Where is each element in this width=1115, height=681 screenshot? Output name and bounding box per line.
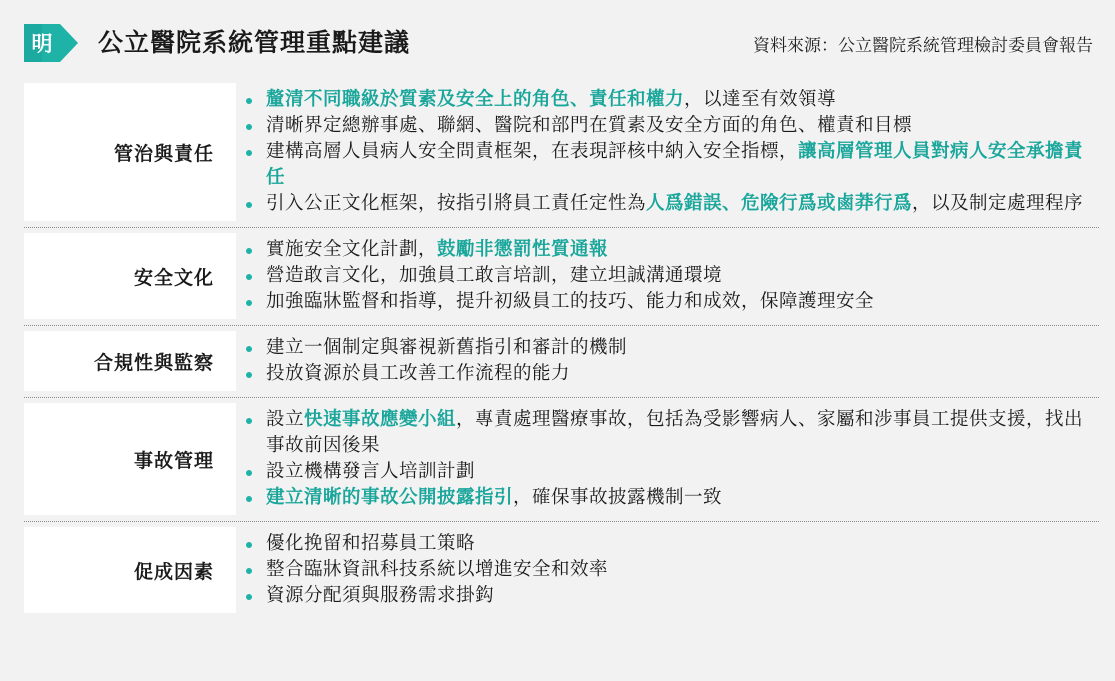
logo-text: 明 [31,32,53,56]
highlight-text: 釐清不同職級於質素及安全上的角色、責任和權力 [266,89,685,110]
recommendation-item [236,87,1099,113]
section-label: 安全文化 [133,266,214,289]
recommendation-item [236,583,1099,609]
item-text: 資源分配須與服務需求掛鈎 [266,585,495,606]
recommendation-item [236,531,1099,557]
recommendation-item [236,139,1099,191]
section-items [236,83,1099,221]
recommendation-item [236,263,1099,289]
item-text: 實施安全文化計劃， [266,239,438,260]
recommendation-item [236,407,1099,459]
recommendation-item [236,361,1099,387]
section-items [236,527,1099,613]
section-row [24,228,1099,326]
section-row [24,78,1099,228]
section-label-cell [24,403,236,515]
section-label: 事故管理 [133,449,214,472]
item-text: ，以達至有效領導 [684,89,837,110]
section-label-cell [24,233,236,319]
page-title: 公立醫院系統管理重點建議 [98,28,411,57]
recommendation-item [236,459,1099,485]
highlight-text: 人爲錯誤、危險行爲或鹵莽行爲 [646,193,913,214]
highlight-text: 建立清晰的事故公開披露指引 [266,487,514,508]
recommendation-item [236,485,1099,511]
section-row [24,522,1099,619]
recommendation-item [236,335,1099,361]
item-text: 加強臨牀監督和指導，提升初級員工的技巧、能力和成效，保障護理安全 [266,291,875,312]
section-label-cell [24,83,236,221]
section-row [24,326,1099,398]
recommendation-table [24,78,1099,619]
section-label-cell [24,527,236,613]
header [0,0,1115,76]
item-text: 建構高層人員病人安全問責框架，在表現評核中納入安全指標， [266,141,799,162]
item-text: ，專責處理醫療事故，包括為受影響病人、家屬和涉事員工提供支援，找出事故前因後果 [266,409,1084,456]
recommendation-item [236,557,1099,583]
section-label-cell [24,331,236,391]
recommendation-item [236,289,1099,315]
item-text: 設立 [266,409,305,430]
section-items [236,331,1099,391]
item-text: 整合臨牀資訊科技系統以增進安全和效率 [266,559,609,580]
section-label: 管治與責任 [113,142,214,165]
highlight-text: 讓高層管理人員對病人安全承擔責任 [266,141,1084,188]
item-text: 設立機構發言人培訓計劃 [266,461,476,482]
item-text: 引入公正文化框架，按指引將員工責任定性為 [266,193,647,214]
item-text: 優化挽留和招募員工策略 [266,533,476,554]
item-text: 營造敢言文化，加強員工敢言培訓，建立坦誠溝通環境 [266,265,723,286]
recommendation-item [236,237,1099,263]
ming-pao-logo-icon [20,22,82,64]
highlight-text: 鼓勵非懲罰性質通報 [437,239,609,260]
section-items [236,233,1099,319]
recommendation-item [236,191,1099,217]
section-row [24,398,1099,522]
highlight-text: 快速事故應變小組 [304,409,457,430]
section-label: 促成因素 [133,560,214,583]
item-text: ，以及制定處理程序 [912,193,1084,214]
section-items [236,403,1099,515]
item-text: 建立一個制定與審視新舊指引和審計的機制 [266,337,628,358]
recommendation-item [236,113,1099,139]
item-text: 投放資源於員工改善工作流程的能力 [266,363,571,384]
source-note: 資料來源：公立醫院系統管理檢討委員會報告 [753,36,1093,56]
item-text: 清晰界定總辦事處、聯網、醫院和部門在質素及安全方面的角色、權責和目標 [266,115,913,136]
section-label: 合規性與監察 [93,351,214,374]
item-text: ，確保事故披露機制一致 [513,487,723,508]
